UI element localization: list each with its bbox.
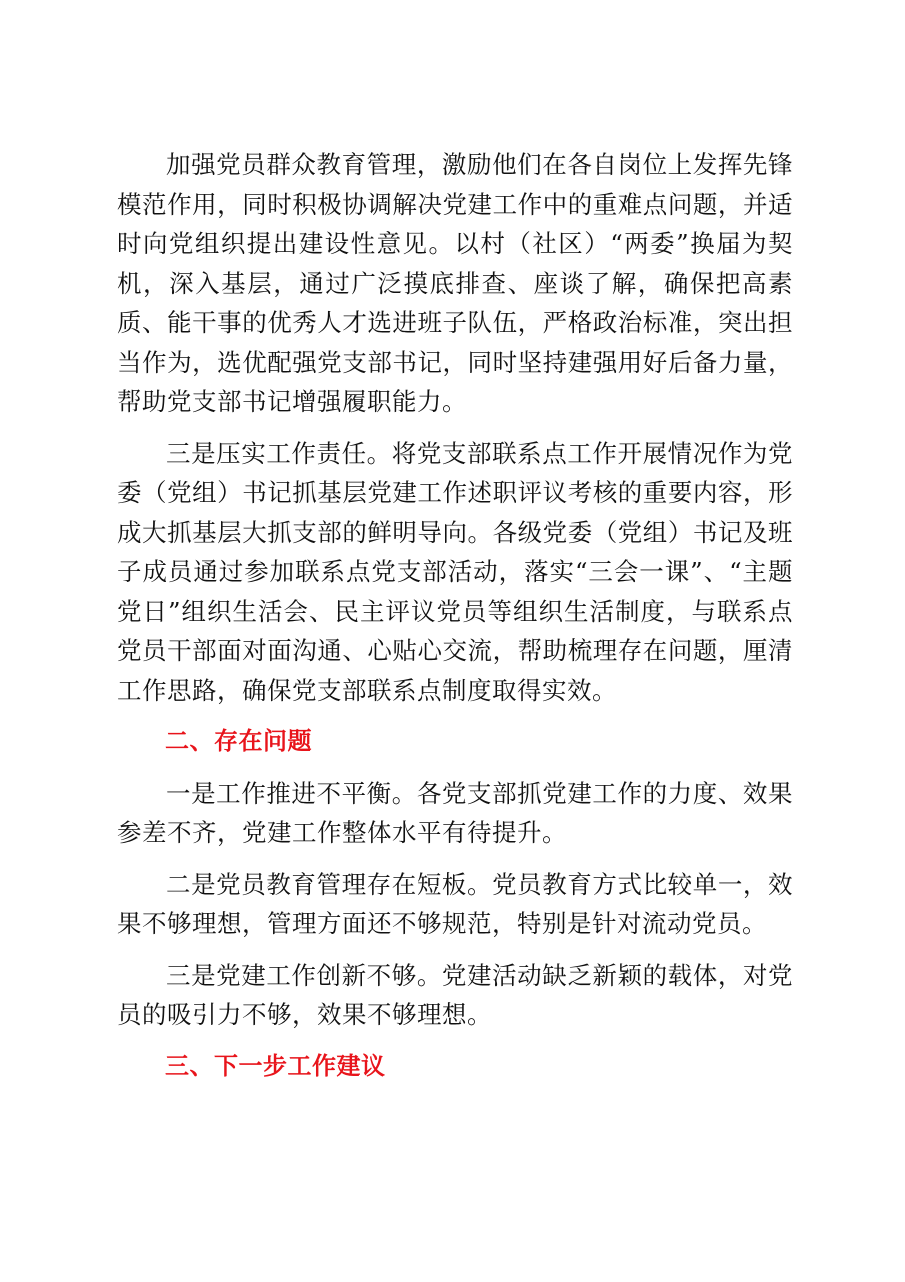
paragraph-responsibility: 三是压实工作责任。将党支部联系点工作开展情况作为党委（党组）书记抓基层党建工作述职评议考核的重要内容，形成大抓基层大抓支部的鲜明导向。各级党委（党组）书记及班子成员通过参加联系点党支部活动，落实“三会一课”、“主题党日”组织生活会、民主评议党员等组织生活制度，与联系点党员干部面对面沟通、心贴心交流，帮助梳理存在问题，厘清工作思路，确保党支部联系点制度取得实效。: [117, 438, 793, 705]
section-heading-next-steps: 三、下一步工作建议: [165, 1051, 386, 1080]
paragraph-problem-2: 二是党员教育管理存在短板。党员教育方式比较单一，效果不够理想，管理方面还不够规范，特别是针对流动党员。: [117, 869, 793, 938]
paragraph-member-education: 加强党员群众教育管理，激励他们在各自岗位上发挥先锋模范作用，同时积极协调解决党建工作中的重难点问题，并适时向党组织提出建设性意见。以村（社区）“两委”换届为契机，深入基层，通过广泛摸底排查、座谈了解，确保把高素质、能干事的优秀人才选进班子队伍，严格政治标准，突出担当作为，选优配强党支部书记，同时坚持建强用好后备力量，帮助党支部书记增强履职能力。: [117, 150, 793, 416]
paragraph-problem-3: 三是党建工作创新不够。党建活动缺乏新颖的载体，对党员的吸引力不够，效果不够理想。: [117, 960, 793, 1029]
document-page: [117, 145, 793, 1098]
paragraph-problem-1: 一是工作推进不平衡。各党支部抓党建工作的力度、效果参差不齐，党建工作整体水平有待提升。: [117, 778, 793, 847]
section-heading-problems: 二、存在问题: [165, 727, 312, 755]
